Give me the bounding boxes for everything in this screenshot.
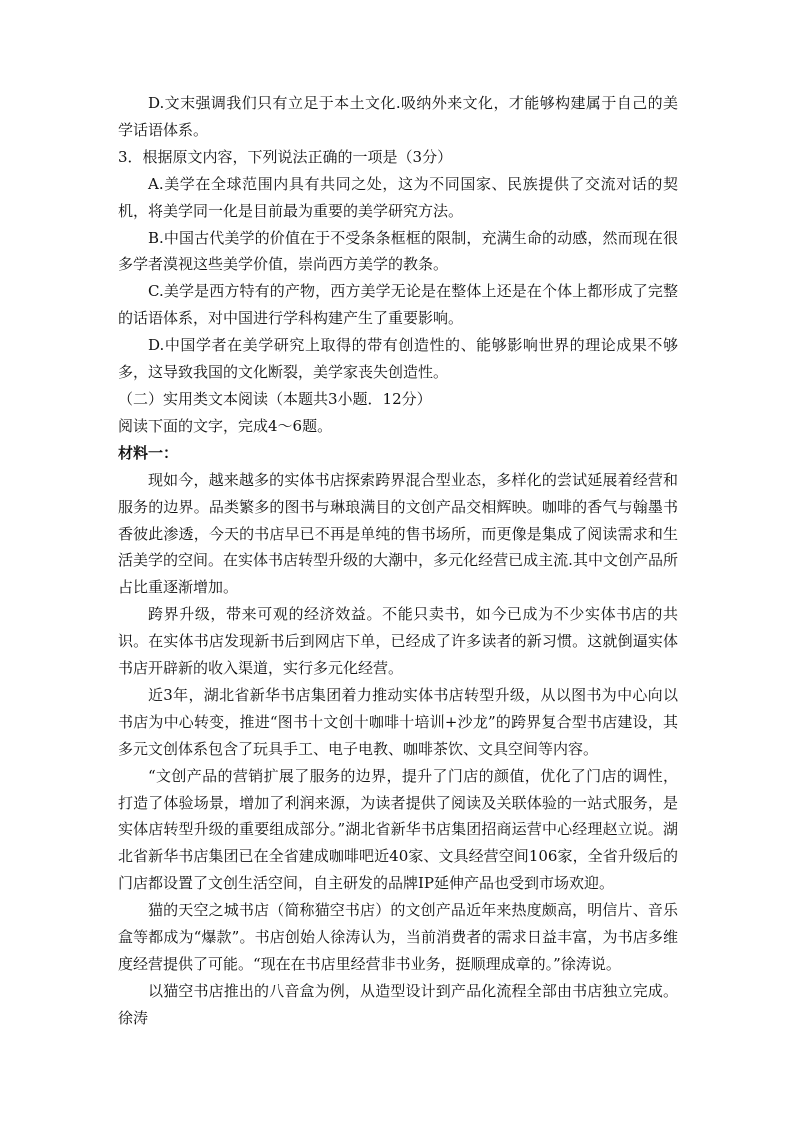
material-para-4: “文创产品的营销扩展了服务的边界，提升了门店的颜值，优化了门店的调性，打造了体验场景，增加了利润来源，为读者提供了阅读及关联体验的一站式服务，是实体店转型升级的重要组成部分。”湖北省新华书店集团招商运营中心经理赵立说。湖北省新华书店集团已在全省建成咖啡吧近40家、文具经营空间106家，全省升级后的门店都设置了文创生活空间，自主研发的品牌IP延伸产品也受到市场欢迎。 — [118, 766, 678, 893]
material-para-5: 猫的天空之城书店（简称猫空书店）的文创产品近年来热度颇高，明信片、音乐盒等都成为“爆款”。书店创始人徐涛认为，当前消费者的需求日益丰富，为书店多维度经营提供了可能。“现在在书店里经营非书业务，挺顺理成章的。”徐涛说。 — [118, 901, 678, 973]
material-para-1: 现如今，越来越多的实体书店探索跨界混合型业态，多样化的尝试延展着经营和服务的边界。品类繁多的图书与琳琅满目的文创产品交相辉映。咖啡的香气与翰墨书香彼此渗透，今天的书店早已不再是单纯的售书场所，而更像是集成了阅读需求和生活美学的空间。在实体书店转型升级的大潮中，多元化经营已成主流.其中文创产品所占比重逐渐增加。 — [118, 470, 678, 597]
q3-option-c: C.美学是西方特有的产物，西方美学无论是在整体上还是在个体上都形成了完整的话语体系，对中国进行学科构建产生了重要影响。 — [118, 282, 678, 328]
material-para-2: 跨界升级，带来可观的经济效益。不能只卖书，如今已成为不少实体书店的共识。在实体书店发现新书后到网店下单，已经成了许多读者的新习惯。这就倒逼实体书店开辟新的收入渠道，实行多元化经营。 — [118, 605, 678, 678]
q3-question: 3．根据原文内容，下列说法正确的一项是（3分） — [118, 147, 453, 166]
q3-option-d: D.中国学者在美学研究上取得的带有创造性的、能够影响世界的理论成果不够多，这导致我国的文化断裂，美学家丧失创造性。 — [118, 336, 678, 382]
material-para-6: 以猫空书店推出的八音盒为例，从造型设计到产品化流程全部由书店独立完成。徐涛 — [118, 981, 678, 1027]
material-one-label: 材料一： — [118, 443, 179, 462]
section-heading: （二）实用类文本阅读（本题共3小题．12分） — [118, 389, 432, 408]
reading-instruction: 阅读下面的文字，完成4～6题。 — [118, 416, 333, 435]
document-body — [118, 90, 678, 1032]
q2-option-d: D.文末强调我们只有立足于本土文化.吸纳外来文化，才能够构建属于自己的美学话语体系。 — [118, 94, 678, 139]
material-para-3: 近3年，湖北省新华书店集团着力推动实体书店转型升级，从以图书为中心向以书店为中心转变，推进“图书十文创十咖啡十培训+沙龙”的跨界复合型书店建设，其多元文创体系包含了玩具手工、电子电教、咖啡茶饮、文具空间等内容。 — [118, 685, 678, 758]
q3-option-a: A.美学在全球范围内具有共同之处，这为不同国家、民族提供了交流对话的契机，将美学同一化是目前最为重要的美学研究方法。 — [118, 174, 678, 220]
q3-option-b: B.中国古代美学的价值在于不受条条框框的限制，充满生命的动感，然而现在很多学者漠视这些美学价值，崇尚西方美学的教条。 — [118, 228, 678, 274]
